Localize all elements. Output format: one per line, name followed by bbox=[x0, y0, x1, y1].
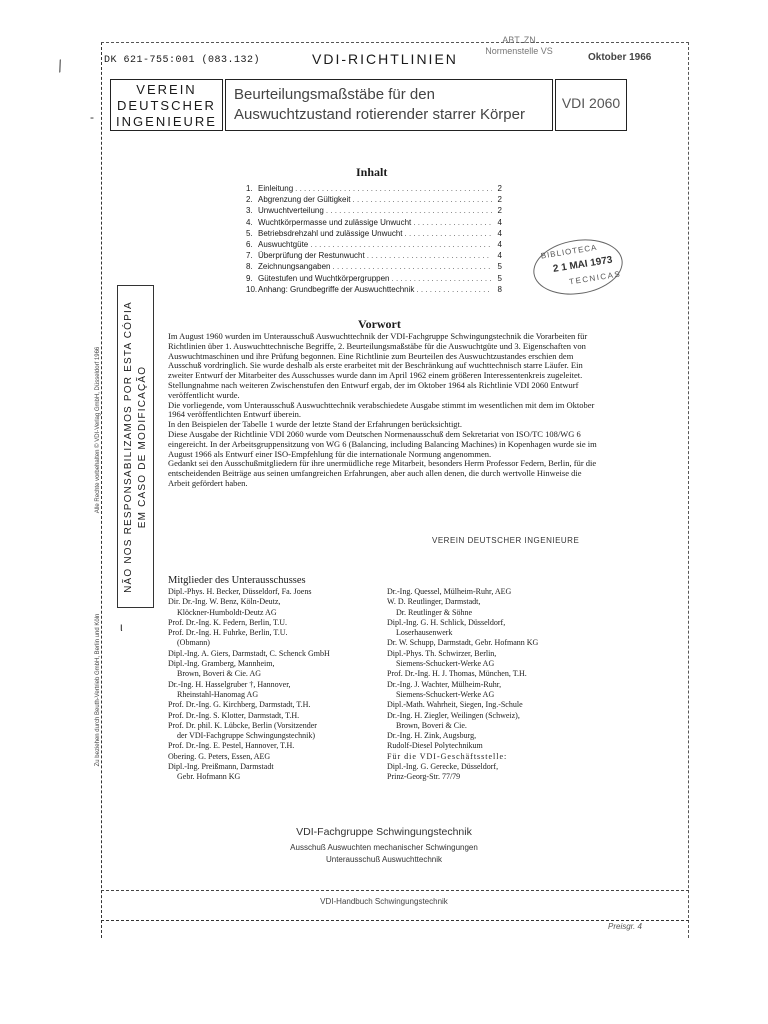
stamp-top-text: BIBLIOTECA bbox=[540, 242, 598, 261]
member-entry: Dipl.-Ing. Preißmann, Darmstadt Gebr. Hofmann KG bbox=[168, 762, 274, 782]
series-title: VDI-RICHTLINIEN bbox=[312, 51, 458, 67]
logo-line: DEUTSCHER bbox=[117, 98, 216, 113]
member-entry: Für die VDI-Geschäftsstelle: bbox=[387, 751, 508, 761]
foreword-paragraph: Die vorliegende, vom Unterausschuß Auswuchttechnik verabschiedete Ausgabe stimmt im wesentlichen mit dem im Oktober 1964 veröffentlichten Entwurf überein. bbox=[168, 399, 595, 420]
footer-divider bbox=[101, 890, 689, 891]
foreword-heading: Vorwort bbox=[358, 317, 401, 331]
toc-item: 7. Überprüfung der Restunwucht . . . 4 bbox=[246, 250, 502, 261]
member-entry: Dipl.-Ing. G. Gerecke, Düsseldorf, Prinz-Georg-Str. 77/79 bbox=[387, 762, 499, 782]
footer-committee: Ausschuß Auswuchten mechanischer Schwingungen bbox=[290, 843, 478, 852]
logo-line: VEREIN bbox=[136, 82, 197, 97]
members-list-left bbox=[168, 587, 383, 783]
footer-group: VDI-Fachgruppe Schwingungstechnik bbox=[296, 826, 472, 838]
foreword-signature: VEREIN DEUTSCHER INGENIEURE bbox=[432, 536, 580, 545]
copyright-note: Alle Rechte vorbehalten © VDI-Verlag GmbH, Düsseldorf 1966 bbox=[95, 346, 101, 514]
member-entry: Obering. G. Peters, Essen, AEG bbox=[168, 751, 271, 761]
title-line: Auswuchtzustand rotierender starrer Körper bbox=[234, 106, 525, 123]
member-entry: Dir. Dr.-Ing. W. Benz, Köln-Deutz, Klöckner-Humboldt-Deutz AG bbox=[168, 597, 281, 617]
toc-item: 8. Zeichnungsangaben . . . 5 bbox=[246, 261, 502, 272]
table-of-contents bbox=[246, 183, 502, 295]
footer-handbook: VDI-Handbuch Schwingungstechnik bbox=[320, 897, 448, 906]
copy-notice-line: EM CASO DE MODIFICAÇÃO bbox=[137, 365, 148, 529]
member-entry: Prof. Dr. phil. K. Lübcke, Berlin (Vorsitzender der VDI-Fachgruppe Schwingungstechnik) bbox=[168, 720, 317, 741]
header-stamp-line: ABT. ZN bbox=[502, 35, 536, 45]
members-heading: Mitglieder des Unterausschusses bbox=[168, 575, 306, 586]
page-bottom-rule bbox=[101, 920, 689, 921]
toc-item: 9. Gütestufen und Wuchtkörpergruppen . . . 5 bbox=[246, 273, 502, 284]
distribution-note: Zu beziehen durch Beuth-Vertrieb GmbH, Berlin und Köln bbox=[95, 613, 101, 767]
scan-mark-icon: ⁄ bbox=[55, 58, 67, 75]
member-entry: Dr.-Ing. Quessel, Mülheim-Ruhr, AEG bbox=[387, 587, 512, 596]
member-entry: Prof. Dr.-Ing. G. Kirchberg, Darmstadt, T.H. bbox=[168, 700, 311, 710]
foreword-paragraph: In den Beispielen der Tabelle 1 wurde der letzte Stand der Erfahrungen berücksichtigt. bbox=[168, 419, 463, 430]
members-list-right bbox=[387, 587, 632, 783]
foreword-body bbox=[168, 332, 604, 489]
member-entry: Dr.-Ing. H. Zink, Augsburg, Rudolf-Diesel Polytechnikum bbox=[387, 731, 483, 751]
page-frame bbox=[101, 42, 689, 938]
member-entry: Dipl.-Ing. G. H. Schlick, Düsseldorf, Loserhausenwerk bbox=[387, 617, 506, 638]
toc-item: 2. Abgrenzung der Gültigkeit . . . 2 bbox=[246, 194, 502, 205]
foreword-paragraph: Im August 1960 wurden im Unterausschuß Auswuchttechnik der VDI-Fachgruppe Schwingungstechnik die Vorarbeiten für Richtlinien über 1. Auswuchttechnische Begriffe, 2. Beurteilungsmaßstäbe für die Auswuchtgüte und 3. Eigenschaften von Auswuchtmaschinen und ihre Prüfung begonnen. Eine Richtlinie zum Beurteilen des Auswuchtzustandes erschien dem Ausschuß vordringlich. Sie wurde deshalb als erste erarbeitet mit der Beschränkung auf wuchttechnisch starre Läufer. Ein zweiter Entwurf der Mitarbeiter des Ausschusses wurde dann im April 1962 einem größeren Interessentenkreis zugeleitet. Stellungnahme nach weiteren Zwischenstufen den Entwurf ergab, der im Oktober 1964 als Richtlinie VDI 2060 Entwurf veröffentlicht wurde. bbox=[168, 331, 588, 400]
vdi-logo bbox=[110, 79, 223, 131]
toc-item: 4. Wuchtkörpermasse und zulässige Unwucht . . . 4 bbox=[246, 217, 502, 228]
toc-item: 10. Anhang: Grundbegriffe der Auswuchttechnik . . . 8 bbox=[246, 284, 502, 295]
member-entry: Dr.-Ing. J. Wachter, Mülheim-Ruhr, Siemens-Schuckert-Werke AG bbox=[387, 679, 502, 699]
toc-heading: Inhalt bbox=[356, 165, 388, 179]
issue-date: Oktober 1966 bbox=[588, 52, 652, 63]
member-entry: Prof. Dr.-Ing. H. Fuhrke, Berlin, T.U. (Obmann) bbox=[168, 628, 288, 648]
member-entry: Dipl.-Ing. Gramberg, Mannheim, Brown, Boveri & Cie. AG bbox=[168, 659, 275, 679]
toc-item: 1. Einleitung . . . 2 bbox=[246, 183, 502, 194]
member-entry: Prof. Dr.-Ing. H. J. Thomas, München, T.H. bbox=[387, 669, 527, 679]
member-entry: Dipl.-Math. Wahrheit, Siegen, Ing.-Schule bbox=[387, 700, 523, 710]
scan-mark-icon: ι bbox=[120, 620, 123, 634]
member-entry: Dr.-Ing. H. Ziegler, Weilingen (Schweiz), Brown, Boveri & Cie. bbox=[387, 710, 520, 730]
stamp-bottom-text: TECNICAS bbox=[568, 269, 622, 287]
toc-item: 6. Auswuchtgüte . . . 4 bbox=[246, 239, 502, 250]
scan-mark-icon: - bbox=[90, 110, 94, 124]
document-title bbox=[225, 79, 553, 131]
title-line: Beurteilungsmaßstäbe für den bbox=[234, 86, 435, 103]
foreword-paragraph: Diese Ausgabe der Richtlinie VDI 2060 wurde vom Deutschen Normenausschuß dem Sekretariat von ISO/TC 108/WG 6 eingereicht. In der Arbeitsgruppensitzung von WG 6 (Balancing, including Balancing Machines) in Kopenhagen wurde sie im August 1966 als Entwurf einer ISO-Empfehlung für die internationale Normung angenommen. bbox=[168, 428, 597, 459]
toc-item: 5. Betriebsdrehzahl und zulässige Unwucht . . . 4 bbox=[246, 228, 502, 239]
toc-item: 3. Unwuchtverteilung . . . 2 bbox=[246, 205, 502, 216]
member-entry: Dr.-Ing. H. Hasselgruber †, Hannover, Rheinstahl-Hanomag AG bbox=[168, 679, 291, 699]
foreword-paragraph: Gedankt sei den Ausschußmitgliedern für ihre unermüdliche rege Mitarbeit, besonders Herrn Professor Federn, Berlin, für die entscheidenden Beiträge aus seinen umfangreichen Erfahrungen, aber auch allen denen, die durch wertvolle Hinweise die Arbeit gefördert haben. bbox=[168, 458, 597, 488]
member-entry: Dipl.-Ing. A. Giers, Darmstadt, C. Schenck GmbH bbox=[168, 648, 330, 658]
member-entry: Dr. W. Schupp, Darmstadt, Gebr. Hofmann KG bbox=[387, 638, 539, 648]
header-stamp bbox=[464, 35, 574, 57]
member-entry: Dipl.-Phys. Th. Schwirzer, Berlin, Siemens-Schuckert-Werke AG bbox=[387, 648, 497, 669]
footer-subcommittee: Unterausschuß Auswuchttechnik bbox=[325, 855, 443, 864]
header-stamp-line: Normenstelle VS bbox=[485, 46, 553, 56]
member-entry: Dipl.-Phys. H. Becker, Düsseldorf, Fa. Joens bbox=[168, 587, 312, 596]
copy-notice bbox=[122, 301, 150, 593]
member-entry: Prof. Dr.-Ing. K. Federn, Berlin, T.U. bbox=[168, 617, 288, 627]
member-entry: Prof. Dr.-Ing. S. Klotter, Darmstadt, T.H. bbox=[168, 710, 300, 720]
member-entry: Prof. Dr.-Ing. E. Pestel, Hannover, T.H. bbox=[168, 741, 295, 751]
member-entry: W. D. Reutlinger, Darmstadt, Dr. Reutlinger & Söhne bbox=[387, 597, 481, 617]
stamp-date: 2 1 MAI 1973 bbox=[552, 254, 614, 275]
copy-notice-line: NÃO NOS RESPONSABILIZAMOS POR ESTA CÓPIA bbox=[123, 301, 134, 593]
price-group: Preisgr. 4 bbox=[608, 922, 642, 931]
logo-line: INGENIEURE bbox=[116, 114, 217, 129]
doc-classification: DK 621-755:001 (083.132) bbox=[104, 55, 261, 66]
document-number: VDI 2060 bbox=[555, 79, 627, 131]
